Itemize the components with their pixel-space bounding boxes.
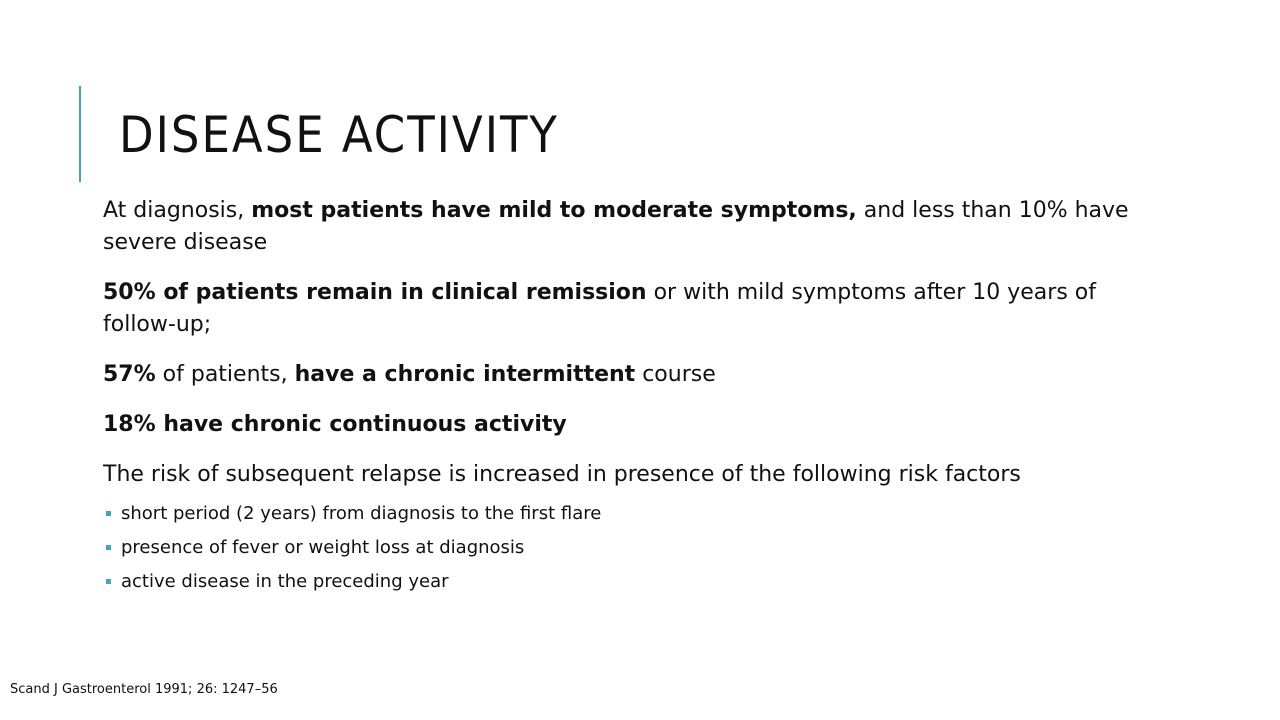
bullet-square-icon	[106, 579, 111, 584]
segment-bold: 50% of patients remain in clinical remission	[103, 280, 647, 305]
bullet-square-icon	[106, 545, 111, 550]
segment-bold: have a chronic intermittent	[294, 362, 636, 387]
bullet-square-icon	[106, 511, 111, 516]
segment-bold: 18% have chronic continuous activity	[103, 412, 567, 437]
paragraph-intermittent	[103, 359, 1163, 391]
segment-text: At diagnosis,	[103, 198, 252, 223]
segment-text: and less than 10% have severe disease	[103, 198, 1129, 255]
slide-title: DISEASE ACTIVITY	[119, 106, 559, 164]
risk-factor-item	[103, 497, 1163, 531]
paragraph-remission	[103, 277, 1163, 341]
citation: Scand J Gastroenterol 1991; 26: 1247–56	[10, 682, 278, 697]
risk-factor-text: active disease in the preceding year	[121, 571, 449, 592]
risk-factor-item	[103, 565, 1163, 599]
paragraph-diagnosis	[103, 195, 1163, 259]
risk-factor-list	[103, 497, 1163, 599]
segment-bold: 57%	[103, 362, 156, 387]
segment-text: of patients,	[155, 362, 295, 387]
risk-factor-item	[103, 531, 1163, 565]
segment-text: or with mild symptoms after 10 years of follow-up;	[103, 280, 1096, 337]
segment-bold: most patients have mild to moderate symptoms,	[251, 198, 857, 223]
risk-intro: The risk of subsequent relapse is increased in presence of the following risk factors	[103, 462, 1021, 487]
paragraph-continuous	[103, 409, 1163, 441]
risk-factor-text: short period (2 years) from diagnosis to the first flare	[121, 503, 602, 524]
slide-body	[103, 195, 1163, 599]
title-accent-bar	[79, 86, 81, 182]
segment-text: course	[635, 362, 716, 387]
risk-factor-text: presence of fever or weight loss at diagnosis	[121, 537, 525, 558]
